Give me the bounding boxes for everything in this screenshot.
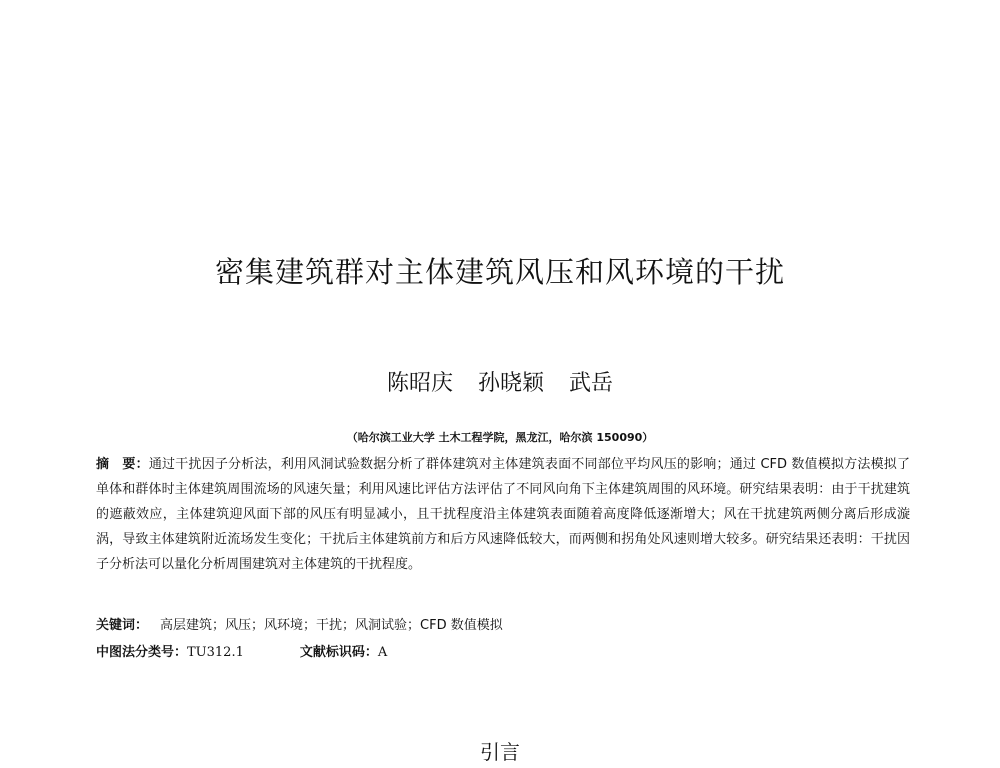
keywords — [96, 615, 910, 637]
clc-label: 中图法分类号： — [96, 645, 188, 660]
classification-line — [96, 642, 910, 664]
author-list — [0, 368, 1000, 400]
doc-code-value: A — [377, 645, 388, 660]
paper-title: 密集建筑群对主体建筑风压和风环境的干扰 — [214, 255, 785, 289]
abstract-label: 摘 要： — [96, 457, 149, 472]
abstract — [96, 452, 910, 577]
clc-value: TU312.1 — [187, 645, 244, 660]
section-heading: 引言 — [480, 740, 520, 764]
keywords-text: 高层建筑；风压；风环境；干扰；风洞试验；CFD 数值模拟 — [160, 618, 503, 633]
doc-code-label: 文献标识码： — [299, 645, 378, 660]
abstract-text: 通过干扰因子分析法，利用风洞试验数据分析了群体建筑对主体建筑表面不同部位平均风压的影响；通过 CFD 数值模拟方法模拟了单体和群体时主体建筑周围流场的风速矢量；利用风速比评估方法评估了不同风向角下主体建筑周围的风环境。研究结果表明：由于干扰建筑的遮蔽效应，主体建筑迎风面下部的风压有明显减小，且干扰程度沿主体建筑表面随着高度降低逐渐增大；风在干扰建筑两侧分离后形成漩涡，导致主体建筑附近流场发生变化；干扰后主体建筑前方和后方风速降低较大，而两侧和拐角处风速则增大较多。研究结果还表明：干扰因子分析法可以量化分析周围建筑对主体建筑的干扰程度。 — [96, 457, 910, 572]
author-name: 陈昭庆 — [386, 371, 453, 396]
author-name: 孙晓颖 — [477, 371, 544, 396]
keywords-label: 关键词： — [96, 618, 149, 633]
affiliation: （哈尔滨工业大学 土木工程学院，黑龙江，哈尔滨 150090） — [346, 431, 654, 444]
author-name: 武岳 — [569, 371, 614, 396]
